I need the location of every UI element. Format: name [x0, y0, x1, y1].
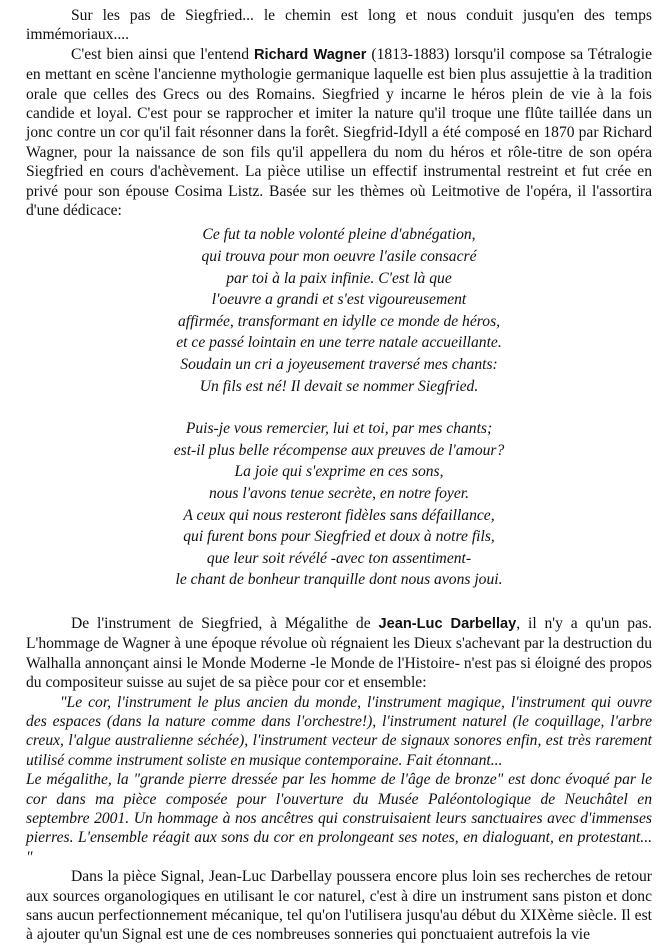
poem-line: Soudain un cri a joyeusement traversé mes chants:	[180, 356, 498, 374]
wagner-paragraph-rest: (1813-1883) lorsqu'il compose sa Tétralogie en mettant en scène l'ancienne mythologie germanique laquelle est bien plus assujettie à la tradition orale que celles des Grecs ou des Romains. Siegfried y incarne le héros plein de vie à la fois candide et loyal. C'est pour se rapprocher et imiter la nature qu'il troque une flûte taillée dans un jonc contre un cor qu'il fait résonner dans la forêt. Siegfrid-Idyll a été composé en 1870 par Richard Wagner, pour la naissance de son fils qu'il appellera du nom du héros et rôle-titre de son opéra Siegfried en cours d'achèvement. La pièce utilise un effectif instrumental restreint et fut crée en privé pour son épouse Cosima Listz. Basée sur les thèmes où Leitmotive de l'opéra, il l'assortira d'une dédicace:	[26, 45, 652, 220]
poem-line: nous l'avons tenue secrète, en notre foyer.	[209, 485, 469, 502]
poem-line: le chant de bonheur tranquille dont nous avons joui.	[175, 571, 503, 589]
poem-line: affirmée, transformant en idylle ce monde de héros,	[177, 312, 501, 330]
poem-line: La joie qui s'exprime en ces sons,	[234, 463, 444, 481]
composer-quote-part-2: Le mégalithe, la "grande pierre dressée par les homme de l'âge de bronze" est donc évoqué par le cor dans ma pièce composée pour l'ouverture du Musée Paléontologique de Neuchâtel en septembre 2001. Un hommage à nos ancêtres qui construisaient leurs sanctuaires avec d'immenses pierres. L'ensemble réagit aux sons du cor en prolongeant ses notes, en dialoguant, en protestant... "	[26, 771, 652, 866]
poem-line: est-il plus belle récompense aux preuves de l'amour?	[173, 441, 505, 459]
poem-line: qui furent bons pour Siegfried et doux à notre fils,	[183, 528, 495, 546]
poem-line: et ce passé lointain en une terre natale accueillante.	[176, 334, 502, 352]
poem-line: qui trouva pour mon oeuvre l'asile consacré	[201, 248, 477, 266]
intro-paragraph: Sur les pas de Siegfried... le chemin est long et nous conduit jusqu'en des temps immémoriaux....	[26, 7, 652, 44]
darbellay-paragraph-start: De l'instrument de Siegfried, à Mégalithe de	[71, 614, 379, 632]
poem-line: l'oeuvre a grandi et s'est vigoureusement	[211, 291, 467, 309]
poem-line: Puis-je vous remercier, lui et toi, par mes chants;	[185, 420, 493, 438]
document-page	[26, 6, 652, 945]
composer-name-darbellay: Jean-Luc Darbellay	[378, 615, 517, 632]
composer-quote-part-1: "Le cor, l'instrument le plus ancien du monde, l'instrument magique, l'instrument qui ouvre des espaces (dans la nature comme dans l'orchestre!), l'instrument naturel (le coquillage, l'arbre creux, l'algue australienne séchée), l'instrument vecteur de signaux sonores enfin, est très rarement utilisé comme instrument soliste en musique contemporaine. Fait étonnant...	[26, 693, 652, 769]
signal-paragraph: Dans la pièce Signal, Jean-Luc Darbellay poussera encore plus loin ses recherches de retour aux sources organologiques en utilisant le cor naturel, c'est à dire un instrument sans piston et donc sans aucun perfectionnement mécanique, tel qu'on l'utilisera jusqu'au début du XIXème siècle. Il est à ajouter qu'un Signal est une de ces nombreuses sonneries qui ponctuaient autrefois la vie	[26, 868, 652, 944]
poem-line: Ce fut ta noble volonté pleine d'abnégation,	[202, 226, 476, 244]
wagner-paragraph	[26, 45, 652, 221]
wagner-paragraph-start: C'est bien ainsi que l'entend	[71, 45, 254, 63]
poem-line: A ceux qui nous resteront fidèles sans défaillance,	[183, 506, 495, 524]
darbellay-paragraph-rest: , il n'y a qu'un pas. L'hommage de Wagner à une époque révolue où régnaient les Dieux s'achevant par la destruction du Walhalla annonçant ainsi le Monde Moderne -le Monde de l'Histoire- n'est pas si éloigné des propos du compositeur suisse au sujet de sa pièce pour cor et ensemble:	[26, 614, 652, 692]
poem-line: que leur soit révélé -avec ton assentiment-	[206, 549, 472, 567]
poem-line: Un fils est né! Il devait se nommer Siegfried.	[199, 377, 479, 395]
darbellay-paragraph	[26, 614, 652, 693]
dedication-stanza-1	[26, 224, 652, 397]
composer-name-wagner: Richard Wagner	[253, 46, 367, 63]
poem-line: par toi à la paix infinie. C'est là que	[226, 269, 452, 287]
dedication-stanza-2	[26, 418, 652, 591]
